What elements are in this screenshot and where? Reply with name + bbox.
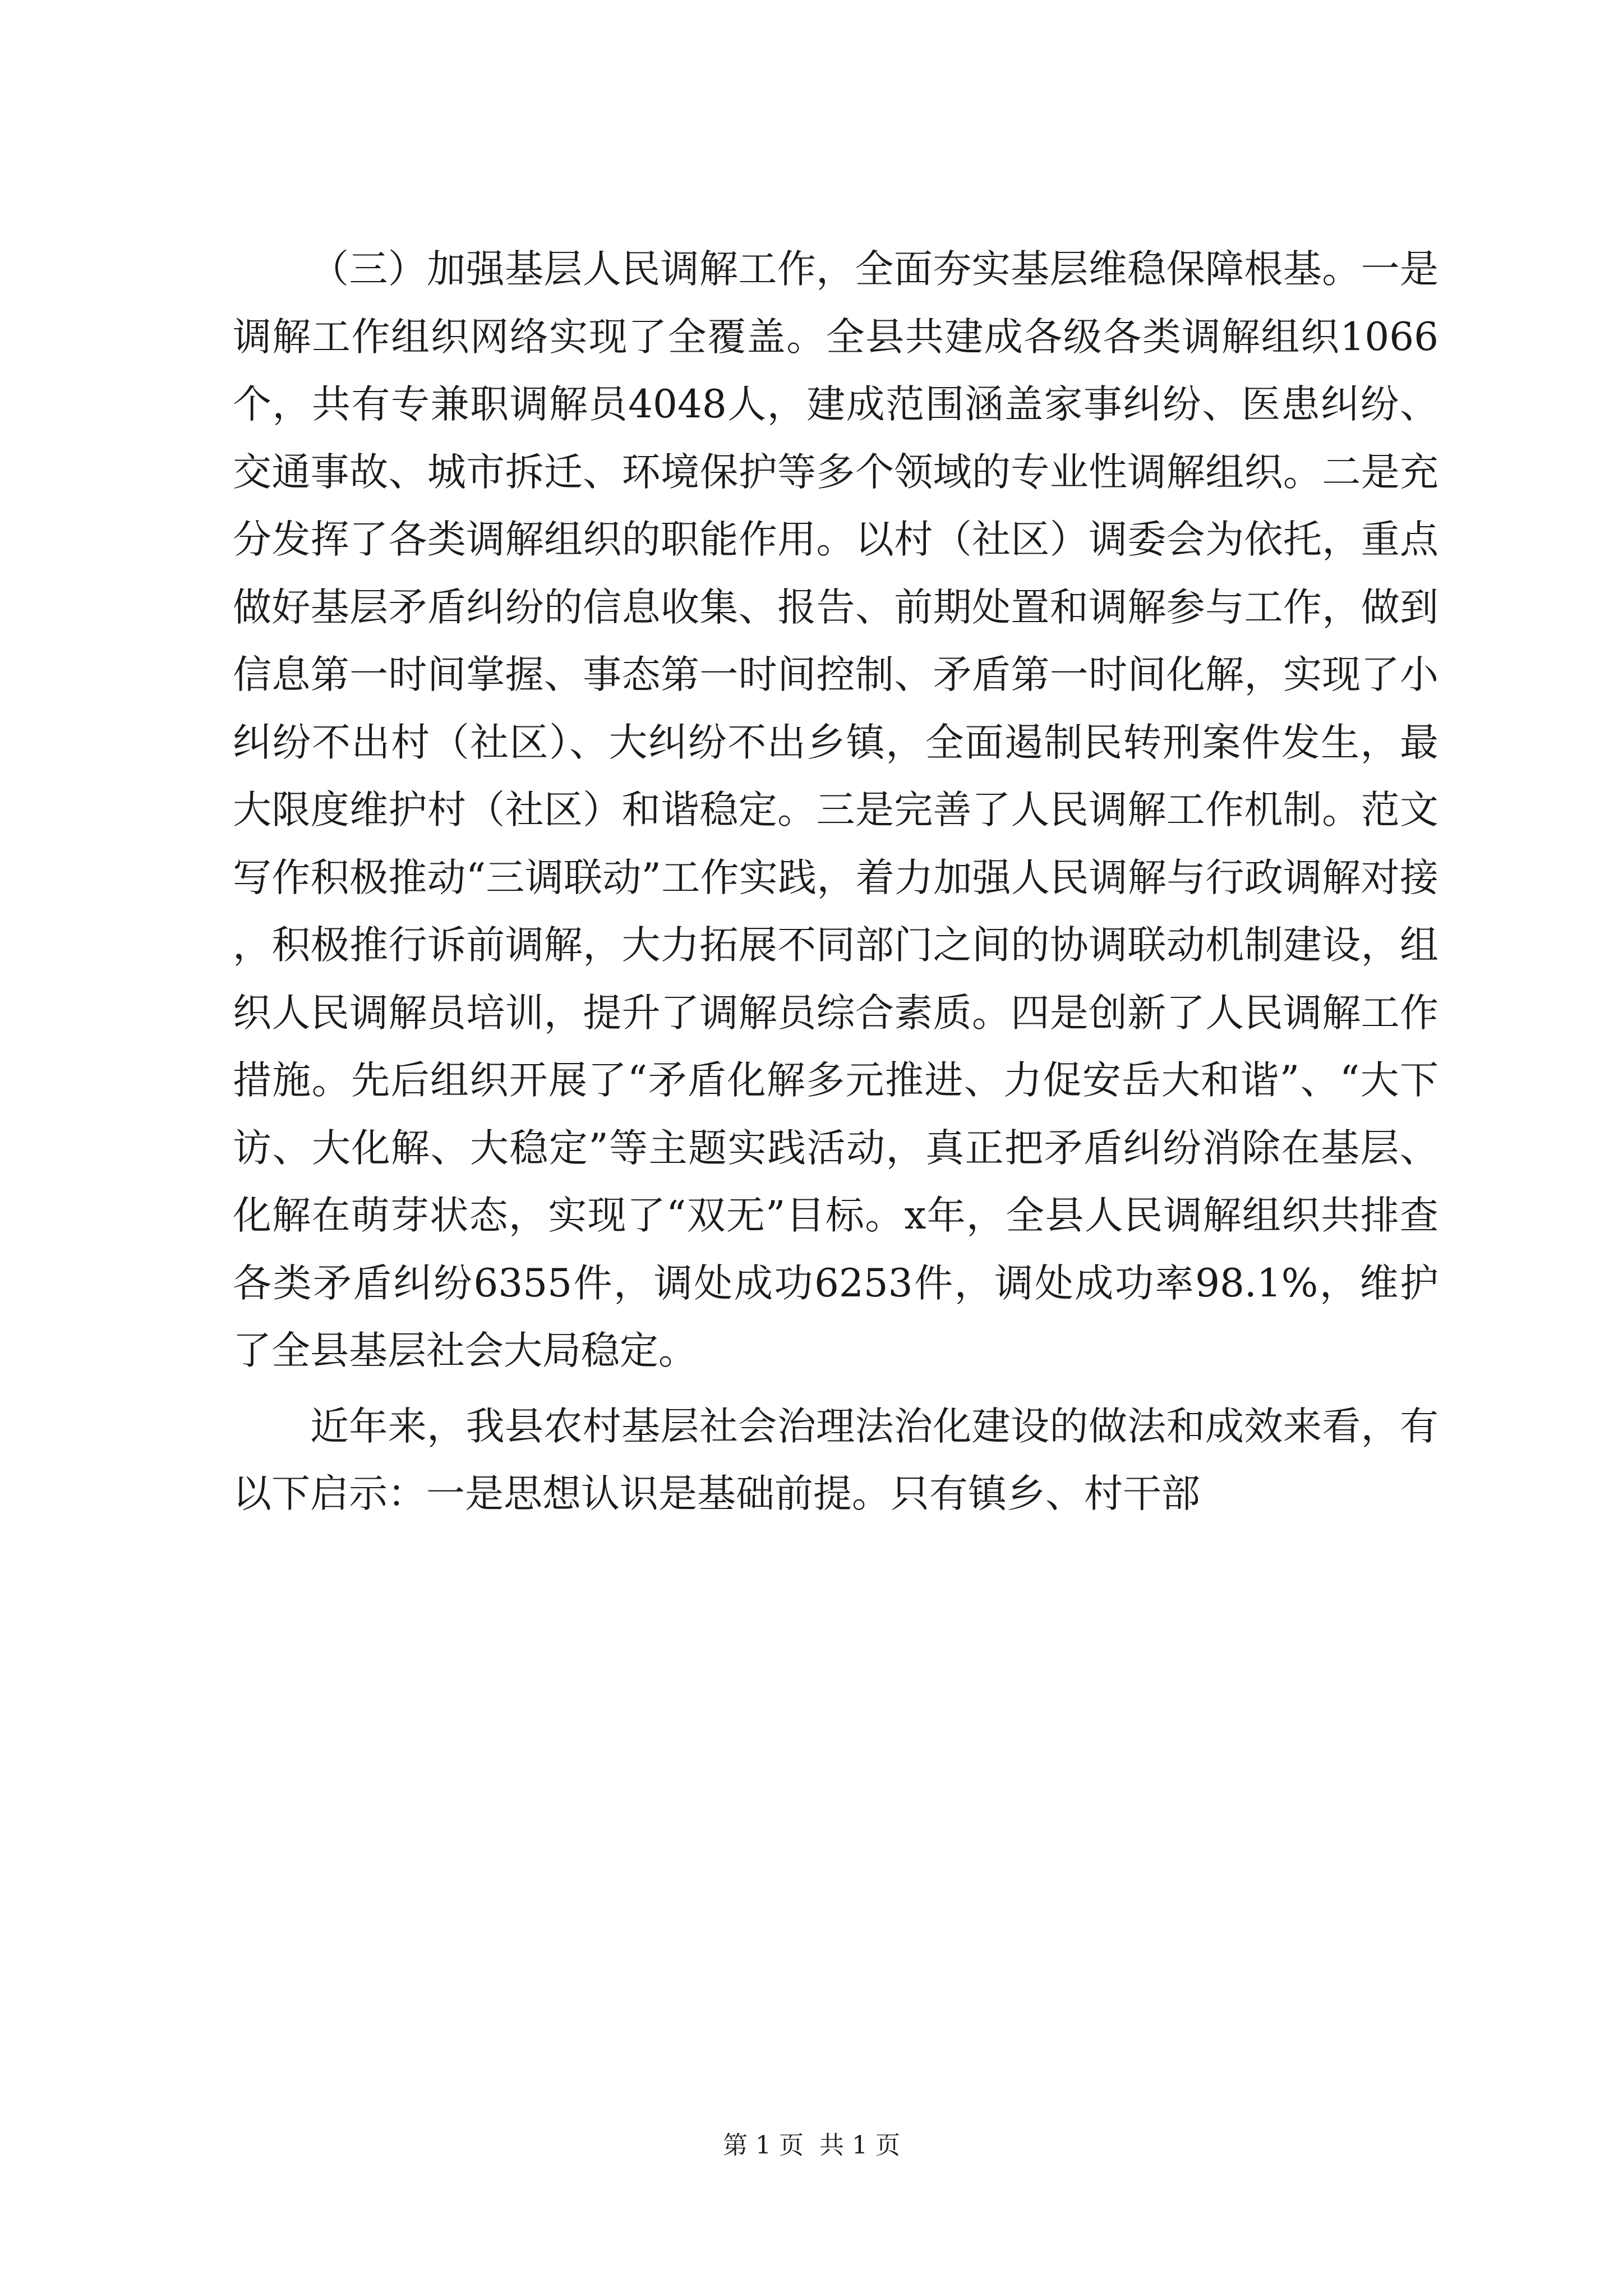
page-footer — [0, 2129, 1623, 2162]
paragraph-mediation-work: （三）加强基层人民调解工作，全面夯实基层维稳保障根基。一是调解工作组织网络实现了全覆盖。全县共建成各级各类调解组织1066个，共有专兼职调解员4048人，建成范围涵盖家事纠纷、医患纠纷、交通事故、城市拆迁、环境保护等多个领域的专业性调解组织。二是充分发挥了各类调解组织的职能作用。以村（社区）调委会为依托，重点做好基层矛盾纠纷的信息收集、报告、前期处置和调解参与工作，做到信息第一时间掌握、事态第一时间控制、矛盾第一时间化解，实现了小纠纷不出村（社区）、大纠纷不出乡镇，全面遏制民转刑案件发生，最大限度维护村（社区）和谐稳定。三是完善了人民调解工作机制。范文写作积极推动“三调联动”工作实践，着力加强人民调解与行政调解对接，积极推行诉前调解，大力拓展不同部门之间的协调联动机制建设，组织人民调解员培训，提升了调解员综合素质。四是创新了人民调解工作措施。先后组织开展了“矛盾化解多元推进、力促安岳大和谐”、“大下访、大化解、大稳定”等主题实践活动，真正把矛盾纠纷消除在基层、化解在萌芽状态，实现了“双无”目标。x年，全县人民调解组织共排查各类矛盾纠纷6355件，调处成功6253件，调处成功率98.1%，维护了全县基层社会大局稳定。 — [233, 247, 1438, 1373]
paragraph-insights: 近年来，我县农村基层社会治理法治化建设的做法和成效来看，有以下启示：一是思想认识是基础前提。只有镇乡、村干部 — [233, 1404, 1438, 1516]
document-body — [233, 236, 1438, 1528]
page-number-label: 第 1 页 共 1 页 — [723, 2131, 900, 2160]
